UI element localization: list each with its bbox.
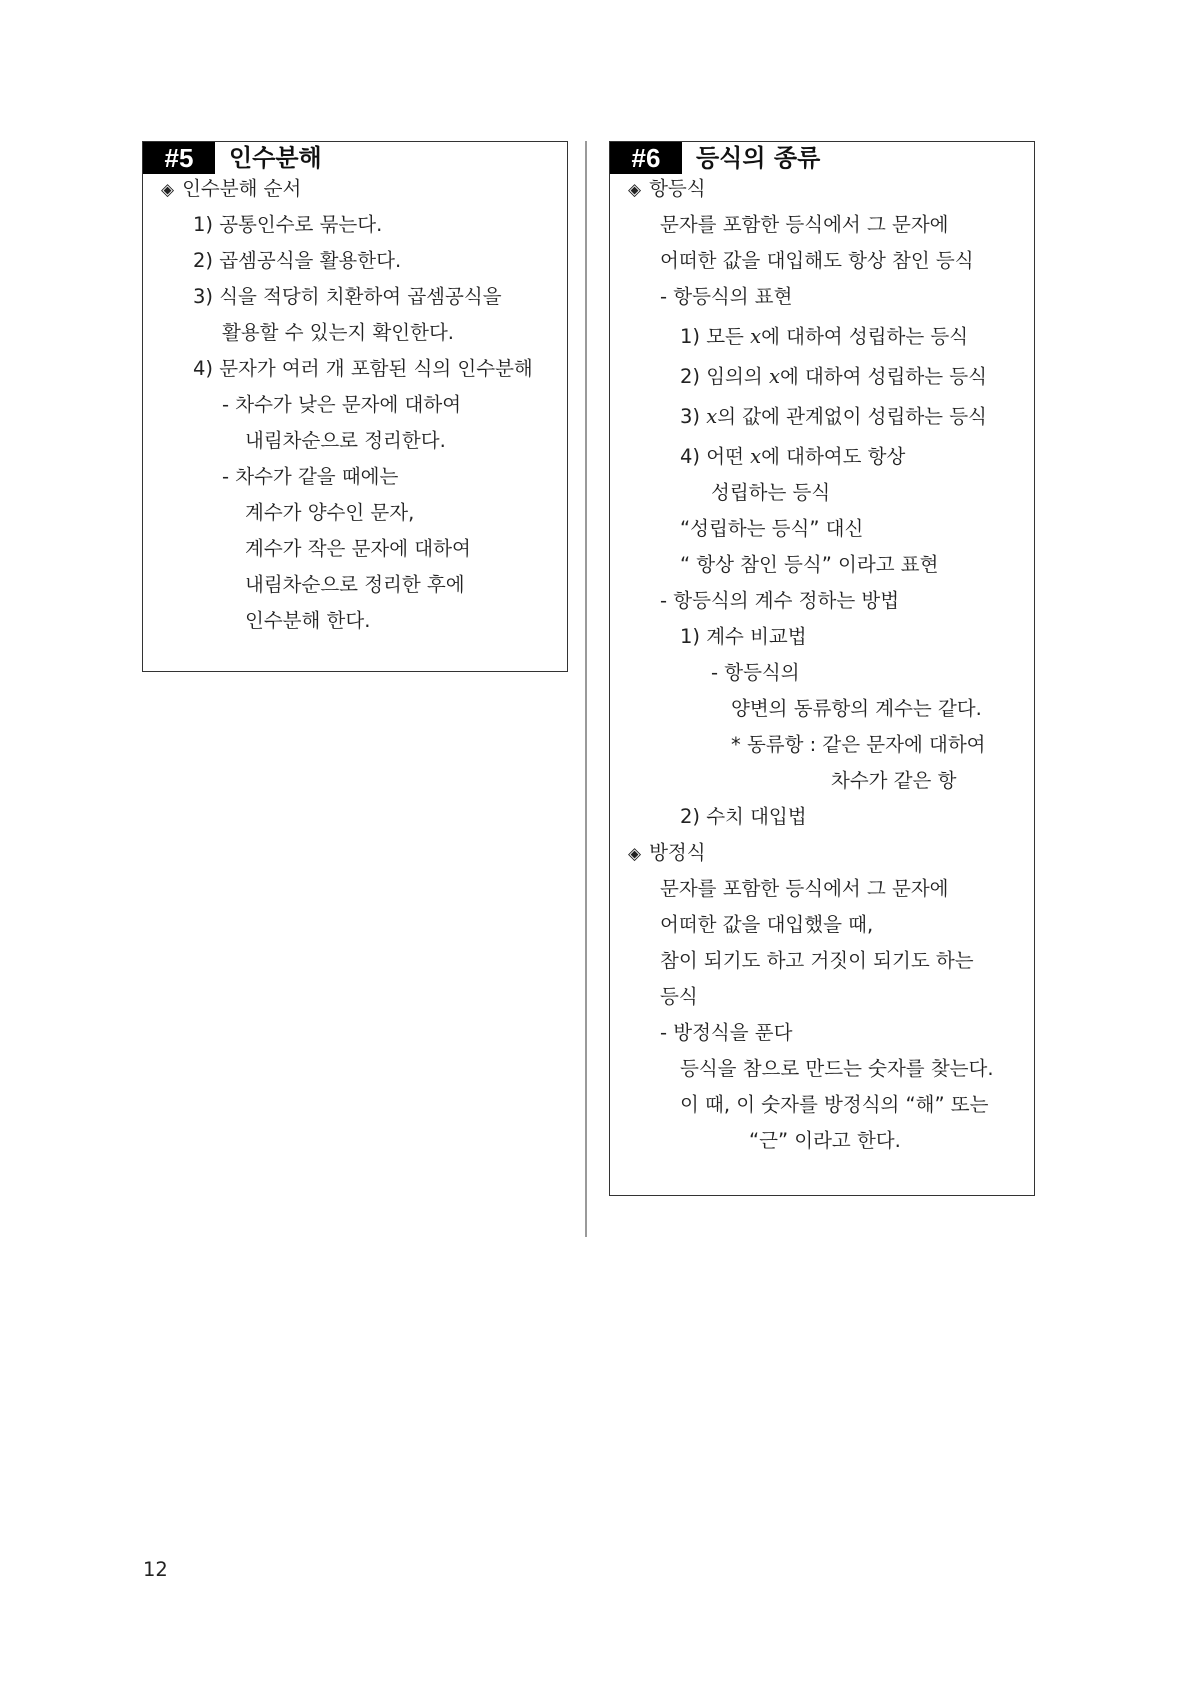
- line: 2) 수치 대입법: [680, 805, 807, 828]
- line: 참이 되기도 하고 거짓이 되기도 하는: [660, 949, 974, 972]
- line: 1) 계수 비교법: [680, 625, 807, 648]
- math-variable: x: [706, 405, 718, 428]
- line: 양변의 동류항의 계수는 같다.: [731, 697, 982, 720]
- line: - 방정식을 푼다: [660, 1021, 793, 1044]
- line-heading: ◈ 방정식: [628, 841, 706, 864]
- diamond-bullet-icon: ◈: [628, 844, 642, 864]
- line: 2) 임의의 x에 대하여 성립하는 등식: [680, 365, 987, 388]
- line: 2) 곱셈공식을 활용한다.: [193, 249, 402, 272]
- line: 차수가 같은 항: [831, 769, 957, 792]
- line: “ 항상 참인 등식” 이라고 표현: [680, 553, 939, 576]
- line: 어떠한 값을 대입했을 때,: [660, 913, 874, 936]
- line: 1) 모든 x에 대하여 성립하는 등식: [680, 325, 969, 348]
- diamond-bullet-icon: ◈: [628, 180, 642, 200]
- line: 내림차순으로 정리한다.: [245, 429, 446, 452]
- line: 내림차순으로 정리한 후에: [245, 573, 465, 596]
- section-6-number: #6: [610, 142, 682, 174]
- line: 4) 어떤 x에 대하여도 항상: [680, 445, 906, 468]
- line: - 항등식의 표현: [660, 285, 793, 308]
- page-number: 12: [143, 1558, 168, 1581]
- line: 성립하는 등식: [711, 481, 831, 504]
- line: - 항등식의 계수 정하는 방법: [660, 589, 900, 612]
- line: 1) 공통인수로 묶는다.: [193, 213, 383, 236]
- line: 활용할 수 있는지 확인한다.: [222, 321, 455, 344]
- line: 4) 문자가 여러 개 포함된 식의 인수분해: [193, 357, 533, 380]
- line: 문자를 포함한 등식에서 그 문자에: [660, 213, 949, 236]
- line: 어떠한 값을 대입해도 항상 참인 등식: [660, 249, 974, 272]
- line: - 항등식의: [711, 661, 800, 684]
- section-6-header: [610, 142, 1034, 174]
- line: 등식: [660, 985, 698, 1008]
- math-variable: x: [750, 445, 762, 468]
- line: 계수가 양수인 문자,: [245, 501, 415, 524]
- section-5-box: [142, 141, 568, 672]
- math-variable: x: [768, 365, 780, 388]
- section-5-number: #5: [143, 142, 215, 174]
- column-divider: [585, 141, 587, 1237]
- line: “근” 이라고 한다.: [749, 1129, 901, 1152]
- math-variable: x: [750, 325, 762, 348]
- section-5-title: 인수분해: [229, 144, 322, 172]
- line: 3) x의 값에 관계없이 성립하는 등식: [680, 405, 987, 428]
- line: 계수가 작은 문자에 대하여: [245, 537, 471, 560]
- section-6-box: [609, 141, 1035, 1196]
- line: 3) 식을 적당히 치환하여 곱셈공식을: [193, 285, 502, 308]
- line: 인수분해 한다.: [245, 609, 371, 632]
- section-6-title: 등식의 종류: [696, 144, 821, 172]
- line: - 차수가 같을 때에는: [222, 465, 399, 488]
- line-heading: ◈ 항등식: [628, 177, 706, 200]
- line: “성립하는 등식” 대신: [680, 517, 864, 540]
- line: 이 때, 이 숫자를 방정식의 “해” 또는: [680, 1093, 989, 1116]
- line: * 동류항 : 같은 문자에 대하여: [731, 733, 986, 756]
- line: 등식을 참으로 만드는 숫자를 찾는다.: [680, 1057, 994, 1080]
- section-5-header: [143, 142, 567, 174]
- diamond-bullet-icon: ◈: [161, 180, 175, 200]
- line: 문자를 포함한 등식에서 그 문자에: [660, 877, 949, 900]
- line-heading: ◈ 인수분해 순서: [161, 177, 302, 200]
- line: - 차수가 낮은 문자에 대하여: [222, 393, 462, 416]
